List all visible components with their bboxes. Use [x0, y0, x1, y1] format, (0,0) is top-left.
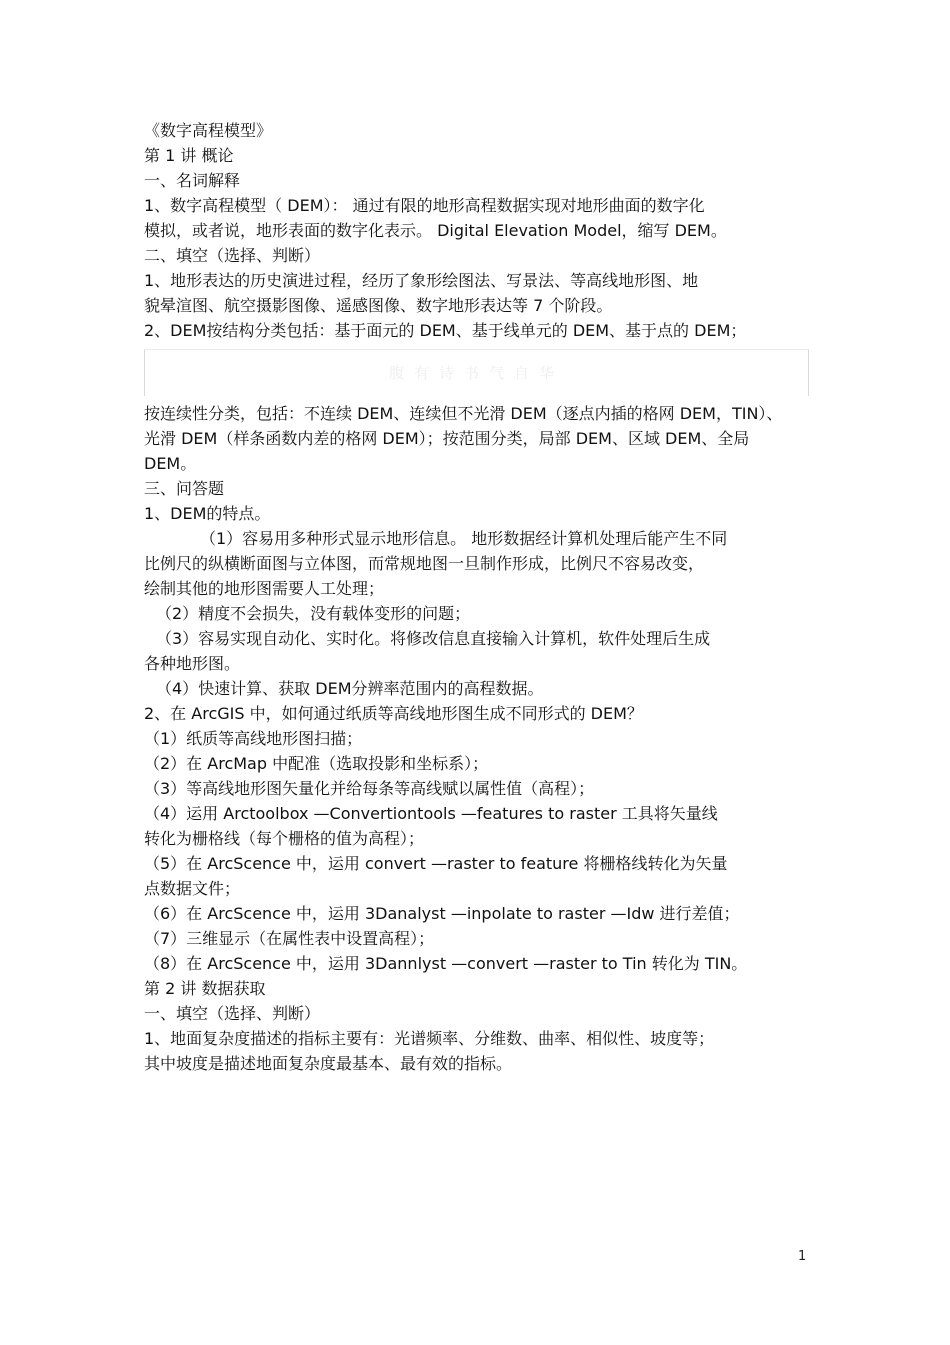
answer-line: 比例尺的纵横断面图与立体图，而常规地图一旦制作形成，比例尺不容易改变，	[144, 554, 705, 573]
section-heading-qa: 三、问答题	[144, 479, 225, 498]
document-title: 《数字高程模型》	[144, 121, 273, 140]
fill-item-1-line: 1、地形表达的历史演进过程，经历了象形绘图法、写景法、等高线地形图、地	[144, 271, 699, 290]
step-line: （2）在 ArcMap 中配准（选取投影和坐标系）；	[144, 754, 489, 773]
answer-line: （1）容易用多种形式显示地形信息。 地形数据经计算机处理后能产生不同	[200, 529, 728, 548]
fill-item-2-line: 按连续性分类，包括：不连续 DEM、连续但不光滑 DEM（逐点内插的格网 DEM，TIN）、	[144, 404, 783, 423]
section-heading-fill: 二、填空（选择、判断）	[144, 246, 321, 265]
step-line: （1）纸质等高线地形图扫描；	[144, 729, 363, 748]
document-body	[144, 118, 809, 1076]
lecture-1-heading: 第 1 讲 概论	[144, 146, 234, 165]
fill-item-1-line: 貌晕渲图、航空摄影图像、遥感图像、数字地形表达等 7 个阶段。	[144, 296, 613, 315]
watermark-banner	[144, 349, 809, 396]
step-line: （7）三维显示（在属性表中设置高程）；	[144, 929, 435, 948]
section-heading-fill-2: 一、填空（选择、判断）	[144, 1004, 321, 1023]
question-1-title: 1、DEM的特点。	[144, 504, 271, 523]
step-line: （6）在 ArcScence 中，运用 3Danalyst —inpolate to raster —Idw 进行差值；	[144, 904, 740, 923]
definition-line: 模拟，或者说，地形表面的数字化表示。 Digital Elevation Model，缩写 DEM。	[144, 221, 727, 240]
answer-line: 绘制其他的地形图需要人工处理；	[144, 579, 385, 598]
answer-line: （4）快速计算、获取 DEM分辨率范围内的高程数据。	[156, 679, 544, 698]
question-2-title: 2、在 ArcGIS 中，如何通过纸质等高线地形图生成不同形式的 DEM？	[144, 704, 643, 723]
step-line: （8）在 ArcScence 中，运用 3Dannlyst —convert —raster to Tin 转化为 TIN。	[144, 954, 748, 973]
page-number: 1	[798, 1249, 807, 1264]
answer-line: 各种地形图。	[144, 654, 241, 673]
step-line: （3）等高线地形图矢量化并给每条等高线赋以属性值（高程）；	[144, 779, 595, 798]
step-line: （4）运用 Arctoolbox —Convertiontools —features to raster 工具将矢量线	[144, 804, 718, 823]
fill-item-line: 其中坡度是描述地面复杂度最基本、最有效的指标。	[144, 1054, 513, 1073]
fill-item-2-line: 2、DEM按结构分类包括：基于面元的 DEM、基于线单元的 DEM、基于点的 DEM；	[144, 321, 747, 340]
definition-line: 1、数字高程模型（ DEM）： 通过有限的地形高程数据实现对地形曲面的数字化	[144, 196, 705, 215]
answer-line: （3）容易实现自动化、实时化。将修改信息直接输入计算机，软件处理后生成	[156, 629, 711, 648]
fill-item-line: 1、地面复杂度描述的指标主要有：光谱频率、分维数、曲率、相似性、坡度等；	[144, 1029, 715, 1048]
watermark-text: 腹有诗书气自华	[388, 364, 564, 382]
step-line: 点数据文件；	[144, 879, 241, 898]
step-line: （5）在 ArcScence 中，运用 convert —raster to feature 将栅格线转化为矢量	[144, 854, 728, 873]
fill-item-2-line: DEM。	[144, 454, 197, 473]
fill-item-2-line: 光滑 DEM（样条函数内差的格网 DEM）；按范围分类，局部 DEM、区域 DEM、全局	[144, 429, 750, 448]
section-heading-terms: 一、名词解释	[144, 171, 241, 190]
step-line: 转化为栅格线（每个栅格的值为高程）；	[144, 829, 425, 848]
lecture-2-heading: 第 2 讲 数据获取	[144, 979, 266, 998]
answer-line: （2）精度不会损失，没有载体变形的问题；	[156, 604, 471, 623]
